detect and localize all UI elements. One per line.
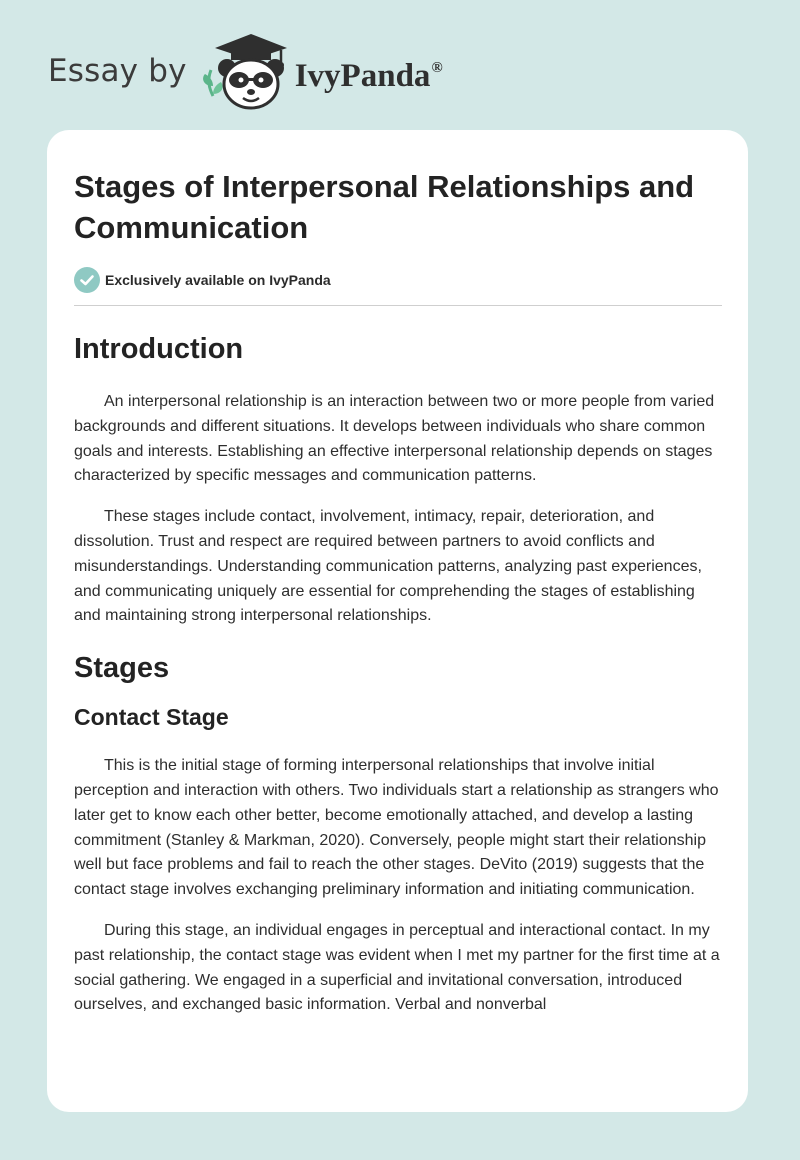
- essay-card: [47, 130, 748, 1112]
- brand-name: IvyPanda®: [294, 57, 443, 94]
- badge-text: Exclusively available on IvyPanda: [105, 272, 331, 288]
- site-header: [48, 30, 443, 112]
- paragraph: An interpersonal relationship is an interaction between two or more people from varied backgrounds and different situations. It develops between individuals who share common goals and interests. Establishing an effective interpersonal relationship depends on stages characterized by specific messages and communication patterns.: [74, 393, 715, 485]
- check-circle-icon: [74, 267, 100, 293]
- essay-by-label: Essay by: [48, 53, 187, 89]
- section-heading-introduction: Introduction: [74, 333, 244, 365]
- subsection-heading-contact-stage: Contact Stage: [74, 704, 229, 731]
- essay-title: Stages of Interpersonal Relationships and Communication: [74, 169, 695, 245]
- section-heading-stages: Stages: [74, 652, 170, 685]
- panda-graduate-logo-icon: [201, 30, 289, 112]
- paragraph: These stages include contact, involvement, intimacy, repair, deterioration, and dissolution. Trust and respect are required between partners to avoid conflicts and misunderstandings. Understanding communication patterns, analyzing past experiences, and communicating uniquely are essential for comprehending the stages of establishing and maintaining strong interpersonal relationships.: [74, 508, 702, 625]
- paragraph: This is the initial stage of forming interpersonal relationships that involve initial perception and interaction with others. Two individuals start a relationship as strangers who later get to know each other better, become emotionally attached, and develop a lasting commitment (Stanley & Markman, 2020). Conversely, people might start their relationship well but face problems and fail to reach the other stages. DeVito (2019) suggests that the contact stage involves exchanging preliminary information and initiating communication.: [74, 757, 719, 899]
- paragraph: During this stage, an individual engages in perceptual and interactional contact. In my past relationship, the contact stage was evident when I met my partner for the first time at a social gathering. We engaged in a superficial and invitational conversation, introduced ourselves, and exchanged basic information. Verbal and nonverbal: [74, 921, 720, 1014]
- registered-mark: ®: [431, 59, 443, 76]
- title-divider: [74, 305, 722, 306]
- exclusive-badge: [74, 267, 722, 293]
